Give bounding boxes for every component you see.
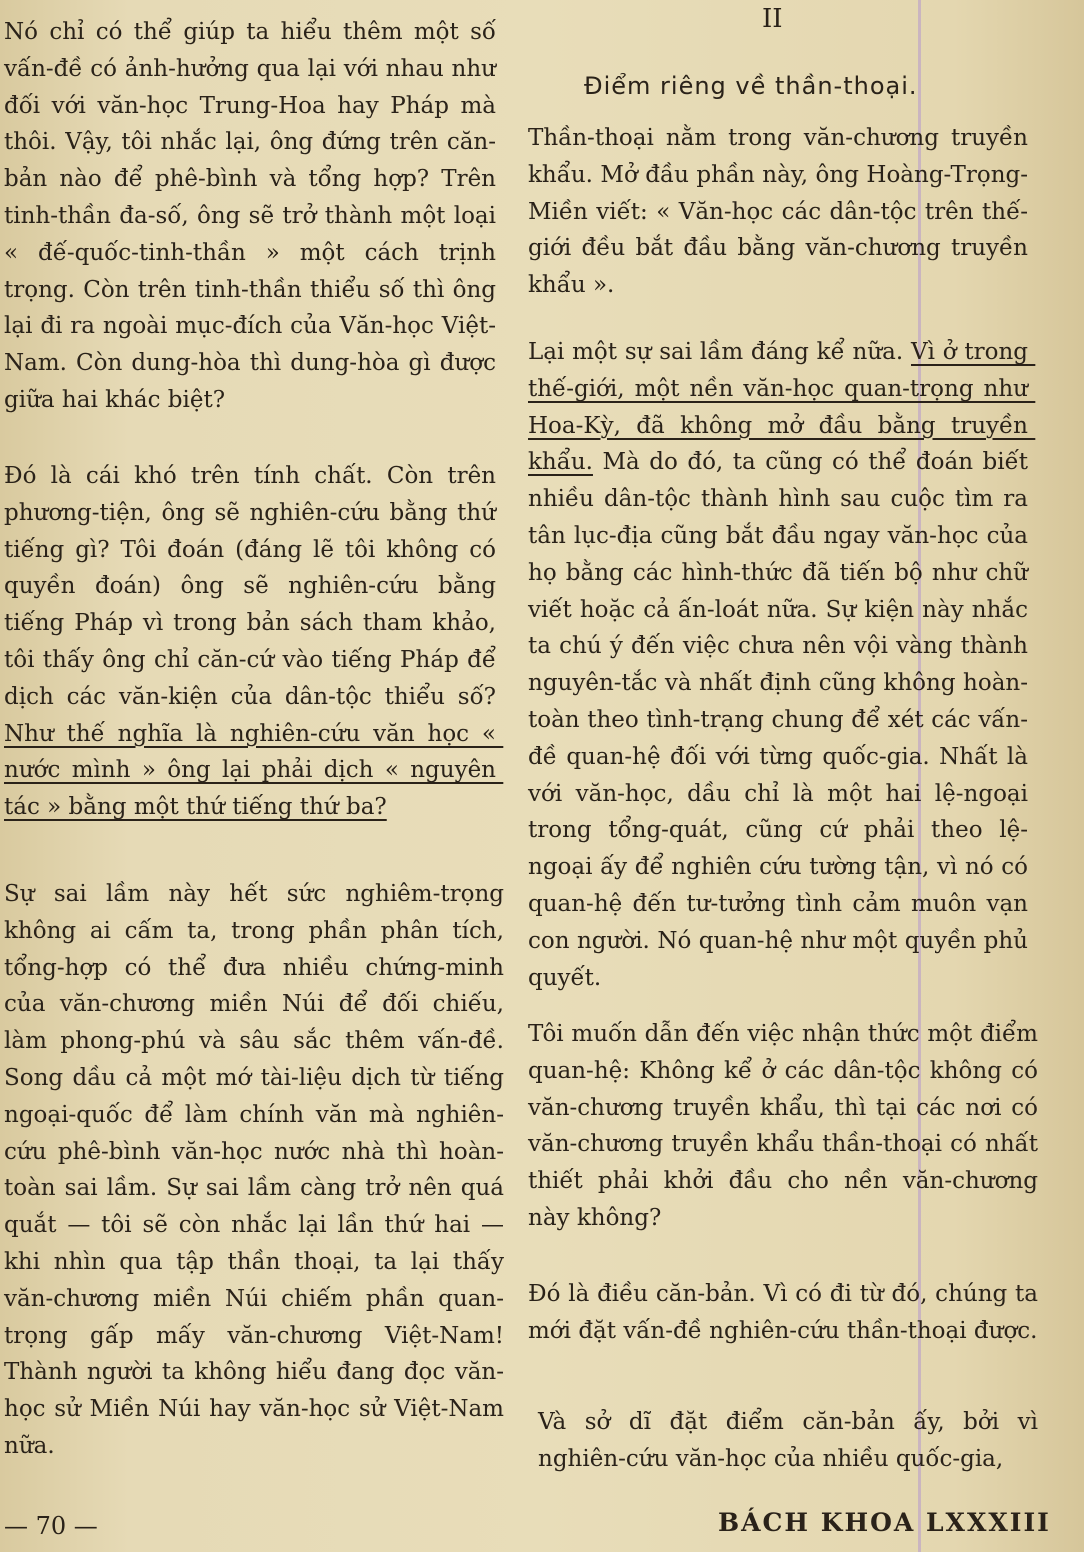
section-heading: Điểm riêng về thần-thoại. bbox=[584, 72, 918, 100]
right-paragraph-2-rest: Mà do đó, ta cũng có thể đoán biết nhiều dân-tộc thành hình sau cuộc tìm ra tân lục-địa cũng bắt đầu ngay văn-học của họ bằng các hình-thức đã tiến bộ như chữ viết hoặc cả ấn-loát nữa. Sự kiện này nhắc ta chú ý đến việc chưa nên vội vàng thành nguyên-tắc và nhất định cũng không hoàn-toàn theo tình-trạng chung để xét các vấn-đề quan-hệ đối với từng quốc-gia. Nhất là với văn-học, dầu chỉ là một hai lệ-ngoại trong tổng-quát, cũng cứ phải theo lệ-ngoại ấy để nghiên cứu tường tận, vì nó có quan-hệ đến tư-tưởng tình cảm muôn vạn con người. Nó quan-hệ như một quyền phủ quyết. bbox=[528, 449, 1036, 991]
left-paragraph-2 bbox=[4, 458, 504, 826]
section-numeral: II bbox=[762, 4, 783, 34]
page-number: — 70 — bbox=[4, 1512, 98, 1540]
right-paragraph-2 bbox=[528, 334, 1036, 996]
left-paragraph-1: Nó chỉ có thể giúp ta hiểu thêm một số vấn-đề có ảnh-hưởng qua lại với nhau như đối với văn-học Trung-Hoa hay Pháp mà thôi. Vậy, tôi nhắc lại, ông đứng trên căn-bản nào để phê-bình và tổng hợp? Trên tinh-thần đa-số, ông sẽ trở thành một loại « đế-quốc-tinh-thần » một cách trịnh trọng. Còn trên tinh-thần thiểu số thì ông lại đi ra ngoài mục-đích của Văn-học Việt-Nam. Còn dung-hòa thì dung-hòa gì được giữa hai khác biệt? bbox=[4, 19, 504, 413]
right-paragraph-4: Đó là điều căn-bản. Vì có đi từ đó, chúng ta mới đặt vấn-đề nghiên-cứu thần-thoại được. bbox=[528, 1281, 1046, 1344]
right-paragraph-2-underlined: Vì ở trong thế-giới, một nền văn-học quan-trọng như Hoa-Kỳ, đã không mở đầu bằng truyền khẩu. bbox=[528, 339, 1036, 476]
left-paragraph-3: Sự sai lầm này hết sức nghiêm-trọng không ai cấm ta, trong phần phân tích, tổng-hợp có thể đưa nhiều chứng-minh của văn-chương miền Núi để đối chiếu, làm phong-phú và sâu sắc thêm vấn-đề. Song dầu cả một mớ tài-liệu dịch từ tiếng ngoại-quốc để làm chính văn mà nghiên-cứu phê-bình văn-học nước nhà thì hoàn-toàn sai lầm. Sự sai lầm càng trở nên quá quắt — tôi sẽ còn nhắc lại lần thứ hai — khi nhìn qua tập thần thoại, ta lại thấy văn-chương miền Núi chiếm phần quan-trọng gấp mấy văn-chương Việt-Nam! Thành người ta không hiểu đang đọc văn-học sử Miền Núi hay văn-học sử Việt-Nam nữa. bbox=[4, 881, 512, 1459]
right-paragraph-5: Và sở dĩ đặt điểm căn-bản ấy, bởi vì nghiên-cứu văn-học của nhiều quốc-gia, bbox=[538, 1409, 1046, 1472]
journal-title: BÁCH KHOA LXXXIII bbox=[718, 1508, 1051, 1537]
left-paragraph-2-underlined: Như thế nghĩa là nghiên-cứu văn học « nước mình » ông lại phải dịch « nguyên tác » bằng một thứ tiếng thứ ba? bbox=[4, 720, 504, 821]
right-paragraph-3: Tôi muốn dẫn đến việc nhận thức một điểm quan-hệ: Không kể ở các dân-tộc không có văn-chương truyền khẩu, thì tại các nơi có văn-chương truyền khẩu thần-thoại có nhất thiết phải khởi đầu cho nền văn-chương này không? bbox=[528, 1021, 1046, 1231]
right-paragraph-1: Thần-thoại nằm trong văn-chương truyền khẩu. Mở đầu phần này, ông Hoàng-Trọng-Miền viết: « Văn-học các dân-tộc trên thế-giới đều bắt đầu bằng văn-chương truyền khẩu ». bbox=[528, 125, 1036, 299]
right-paragraph-2-lead: Lại một sự sai lầm đáng kể nữa. bbox=[528, 339, 911, 365]
left-paragraph-2-text: Đó là cái khó trên tính chất. Còn trên phương-tiện, ông sẽ nghiên-cứu bằng thứ tiếng gì? Tôi đoán (đáng lẽ tôi không có quyền đoán) ông sẽ nghiên-cứu bằng tiếng Pháp vì trong bản sách tham khảo, tôi thấy ông chỉ căn-cứ vào tiếng Pháp để dịch các văn-kiện của dân-tộc thiểu số? bbox=[4, 463, 504, 710]
